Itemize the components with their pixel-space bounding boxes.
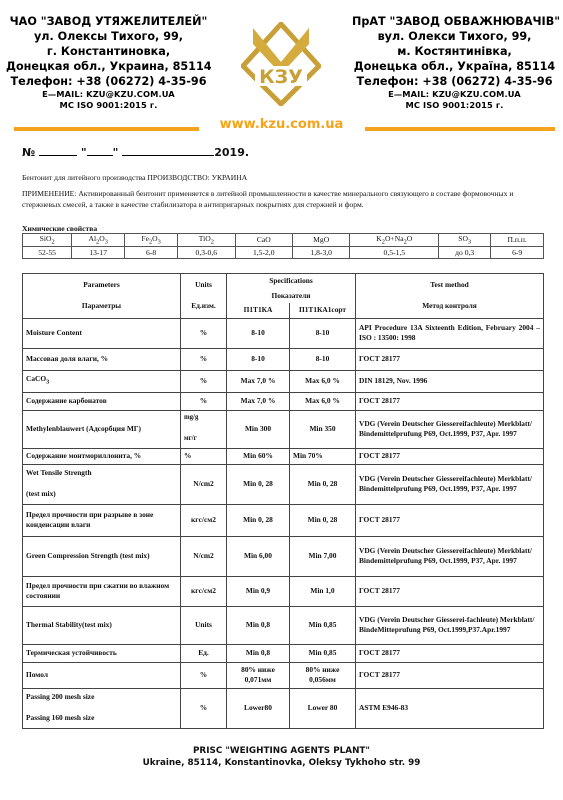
chem-value: до 0,3 [439, 246, 491, 258]
method-cell: ГОСТ 28177 [356, 576, 544, 606]
chem-value: 13-17 [72, 246, 125, 258]
param-cell: Массовая доля влаги, % [23, 348, 181, 370]
chemistry-header-row [23, 234, 544, 247]
chem-value: 0,5-1,5 [350, 246, 439, 258]
company-name-ua: ПрАТ "ЗАВОД ОБВАЖНЮВАЧІВ" [352, 15, 561, 28]
chem-value: 1,8-3,0 [292, 246, 349, 258]
application-text: ПРИМЕНЕНИЕ: Активированный бентонит применяется в литейной промышленности в качестве минерального связующего в составе формовочных и стержневых смесей, а также в качестве стабилизатора в антипригарных покрытиях для стержней и форм. [22, 189, 514, 209]
kzu-logo [241, 22, 321, 106]
number-blank [39, 147, 77, 156]
param-cell: Предел прочности при разрыве в зоне конденсации влаги [23, 504, 181, 536]
iso-ru: МС ISO 9001:2015 г. [59, 100, 158, 110]
unit-cell: % [181, 318, 227, 348]
region-ua: Донецька обл., Україна, 85114 [353, 60, 556, 73]
email-ua: E—MAIL: KZU@KZU.COM.UA [388, 89, 521, 99]
unit-cell: % [181, 348, 227, 370]
method-cell: ГОСТ 28177 [356, 662, 544, 688]
company-header-ua [352, 14, 561, 111]
number-sign: № [22, 146, 36, 159]
grade2-cell: 8-10 [290, 348, 356, 370]
city-ua: м. Костянтинівка, [397, 45, 512, 58]
param-cell: Thermal Stability(test mix) [23, 606, 181, 644]
chem-value: 6-8 [125, 246, 178, 258]
grade2-cell: Min 70% [290, 448, 356, 464]
chem-header: CaO [235, 234, 292, 247]
param-cell: Предел прочности при сжатии во влажном состоянии [23, 576, 181, 606]
table-row [23, 504, 544, 536]
method-cell: VDG (Verein Deutscher Giessereifachleute) Merkblatt/ Bindemittelprufung P69, Oct.1999, P37, Apr. 1997 [356, 464, 544, 504]
close-quote: " [112, 146, 119, 159]
grade1-cell: Min 60% [227, 448, 290, 464]
table-row [23, 536, 544, 576]
table-row [23, 662, 544, 688]
grade2-cell: Min 1,0 [290, 576, 356, 606]
grade2-cell: Max 6,0 % [290, 392, 356, 410]
grade2-header: П1Т1КА1сорт [290, 303, 356, 318]
grade2-cell: 8-10 [290, 318, 356, 348]
param-cell: CaCO$_3$ [23, 370, 181, 392]
product-line: Бентонит для литейного производства ПРОИЗВОДСТВО: УКРАИНА [22, 173, 248, 182]
city-ru: г. Константиновка, [46, 45, 171, 58]
footer-address: Ukraine, 85114, Konstantinovka, Oleksy Tykhoho str. 99 [142, 758, 421, 768]
chem-value: 0,3-0,6 [178, 246, 235, 258]
method-cell: API Procedure 13A Sixteenth Edition, February 2004 – ISO : 13500: 1998 [356, 318, 544, 348]
grade1-cell: Min 0, 28 [227, 504, 290, 536]
table-row [23, 688, 544, 728]
param-cell: Wet Tensile Strength (test mix) [23, 464, 181, 504]
chem-header: П.п.п. [491, 234, 544, 247]
unit-cell: mg/g мг/г [181, 410, 227, 448]
unit-cell: Ед. [181, 644, 227, 662]
unit-cell: % [181, 662, 227, 688]
grade2-cell: 80% ниже 0,056мм [290, 662, 356, 688]
chemistry-value-row [23, 246, 544, 258]
company-name-ru: ЧАО "ЗАВОД УТЯЖЕЛИТЕЛЕЙ" [9, 15, 208, 28]
grade2-cell: Min 0,85 [290, 606, 356, 644]
chem-header: $K_2O+Na_2O$ [350, 234, 439, 247]
method-header: Test method Метод контроля [356, 274, 544, 319]
grade1-cell: Max 7,0 % [227, 370, 290, 392]
day-blank [87, 147, 113, 156]
grade1-cell: Min 0, 28 [227, 464, 290, 504]
year-text: 2019. [214, 146, 250, 159]
method-cell: DIN 18129, Nov. 1996 [356, 370, 544, 392]
table-row [23, 448, 544, 464]
specifications-header: Specifications [227, 274, 356, 289]
param-cell: Содержание карбонатов [23, 392, 181, 410]
grade1-cell: Lower80 [227, 688, 290, 728]
unit-cell: N/cm2 [181, 536, 227, 576]
chem-header: SiO$_2$ [23, 234, 72, 247]
spec-header-row-1 [23, 274, 544, 289]
table-row [23, 410, 544, 448]
method-cell: ASTM E946-83 [356, 688, 544, 728]
param-cell: Термическая устойчивость [23, 644, 181, 662]
grade2-cell: Lower 80 [290, 688, 356, 728]
param-cell: Содержание монтмориллонита, % [23, 448, 181, 464]
chem-value: 1,5-2,0 [235, 246, 292, 258]
email-ru: E—MAIL: KZU@KZU.COM.UA [42, 89, 175, 99]
phone-ua: Телефон: +38 (06272) 4-35-96 [356, 75, 553, 88]
grade2-cell: Min 0,85 [290, 644, 356, 662]
table-row [23, 348, 544, 370]
method-cell: ГОСТ 28177 [356, 448, 544, 464]
params-header: Parameters Параметры [23, 274, 181, 319]
open-quote: " [80, 146, 87, 159]
phone-ru: Телефон: +38 (06272) 4-35-96 [10, 75, 207, 88]
grade2-cell: Max 6,0 % [290, 370, 356, 392]
region-ru: Донецкая обл., Украина, 85114 [6, 60, 212, 73]
chem-properties-title: Химические свойства [22, 224, 98, 233]
grade2-cell: Min 7,00 [290, 536, 356, 576]
company-header-ru [6, 14, 211, 111]
grade2-cell: Min 350 [290, 410, 356, 448]
street-ru: ул. Олексы Тихого, 99, [33, 30, 184, 43]
month-blank [122, 147, 214, 156]
grade1-cell: Max 7,0 % [227, 392, 290, 410]
chem-header: $SO_3$ [439, 234, 491, 247]
unit-cell: кгс/см2 [181, 504, 227, 536]
grade1-cell: 8-10 [227, 318, 290, 348]
method-cell: VDG (Verein Deutscher Giessereifachleute) Merkblatt/ Bindemittelprufung P69, Oct.1999, P37, Apr. 1997 [356, 536, 544, 576]
chem-header: MgO [292, 234, 349, 247]
method-cell: VDG (Verein Deutscher Giessereifachleute) Merkblatt/ Bindemittelprufung P69, Oct.1999, P37, Apr. 1997 [356, 410, 544, 448]
table-row [23, 576, 544, 606]
unit-cell: % [181, 688, 227, 728]
table-row [23, 464, 544, 504]
specifications-header-ru: Показатели [227, 289, 356, 304]
unit-cell: N/cm2 [181, 464, 227, 504]
chem-header: $Fe_2O_3$ [125, 234, 178, 247]
chem-value: 6-9 [491, 246, 544, 258]
method-cell: ГОСТ 28177 [356, 392, 544, 410]
grade1-cell: Min 0,8 [227, 644, 290, 662]
chem-header: TiO$_2$ [178, 234, 235, 247]
param-cell: Passing 200 mesh size Passing 160 mesh size [23, 688, 181, 728]
unit-cell: Units [181, 606, 227, 644]
unit-cell: кгс/см2 [181, 576, 227, 606]
unit-cell: % [181, 448, 227, 464]
param-cell: Помол [23, 662, 181, 688]
grade1-cell: 8-10 [227, 348, 290, 370]
unit-cell: % [181, 370, 227, 392]
website-link[interactable]: www.kzu.com.ua [219, 117, 344, 132]
specifications-table [22, 273, 544, 729]
footer [0, 745, 563, 769]
grade1-header: П1Т1КА [227, 303, 290, 318]
table-row [23, 644, 544, 662]
grade2-cell: Min 0, 28 [290, 504, 356, 536]
grade1-cell: 80% ниже 0,071мм [227, 662, 290, 688]
grade2-cell: Min 0, 28 [290, 464, 356, 504]
method-cell: ГОСТ 28177 [356, 348, 544, 370]
grade1-cell: Min 0,9 [227, 576, 290, 606]
method-cell: ГОСТ 28177 [356, 504, 544, 536]
param-cell: Methylenblauwert (Адсорбция МГ) [23, 410, 181, 448]
grade1-cell: Min 300 [227, 410, 290, 448]
grade1-cell: Min 0,8 [227, 606, 290, 644]
document-number-line [22, 146, 249, 159]
table-row [23, 606, 544, 644]
logo-text: КЗУ [259, 66, 303, 88]
param-cell: Green Compression Strength (test mix) [23, 536, 181, 576]
footer-company: PRISC "WEIGHTING AGENTS PLANT" [192, 746, 371, 756]
street-ua: вул. Олекси Тихого, 99, [377, 30, 532, 43]
grade1-cell: Min 6,00 [227, 536, 290, 576]
iso-ua: МС ISO 9001:2015 г. [405, 100, 504, 110]
table-row [23, 318, 544, 348]
table-row [23, 392, 544, 410]
method-cell: VDG (Verein Deutscher Giesserei-fachleute) Merkblatt/ BindeMitteprufung P69, Oct.1999,P37.Apr.1997 [356, 606, 544, 644]
method-cell: ГОСТ 28177 [356, 644, 544, 662]
chemistry-table [22, 233, 544, 259]
table-row [23, 370, 544, 392]
chem-value: 52-55 [23, 246, 72, 258]
chem-header: $Al_2O_3$ [72, 234, 125, 247]
unit-cell: % [181, 392, 227, 410]
units-header: Units Ед.изм. [181, 274, 227, 319]
param-cell: Moisture Content [23, 318, 181, 348]
